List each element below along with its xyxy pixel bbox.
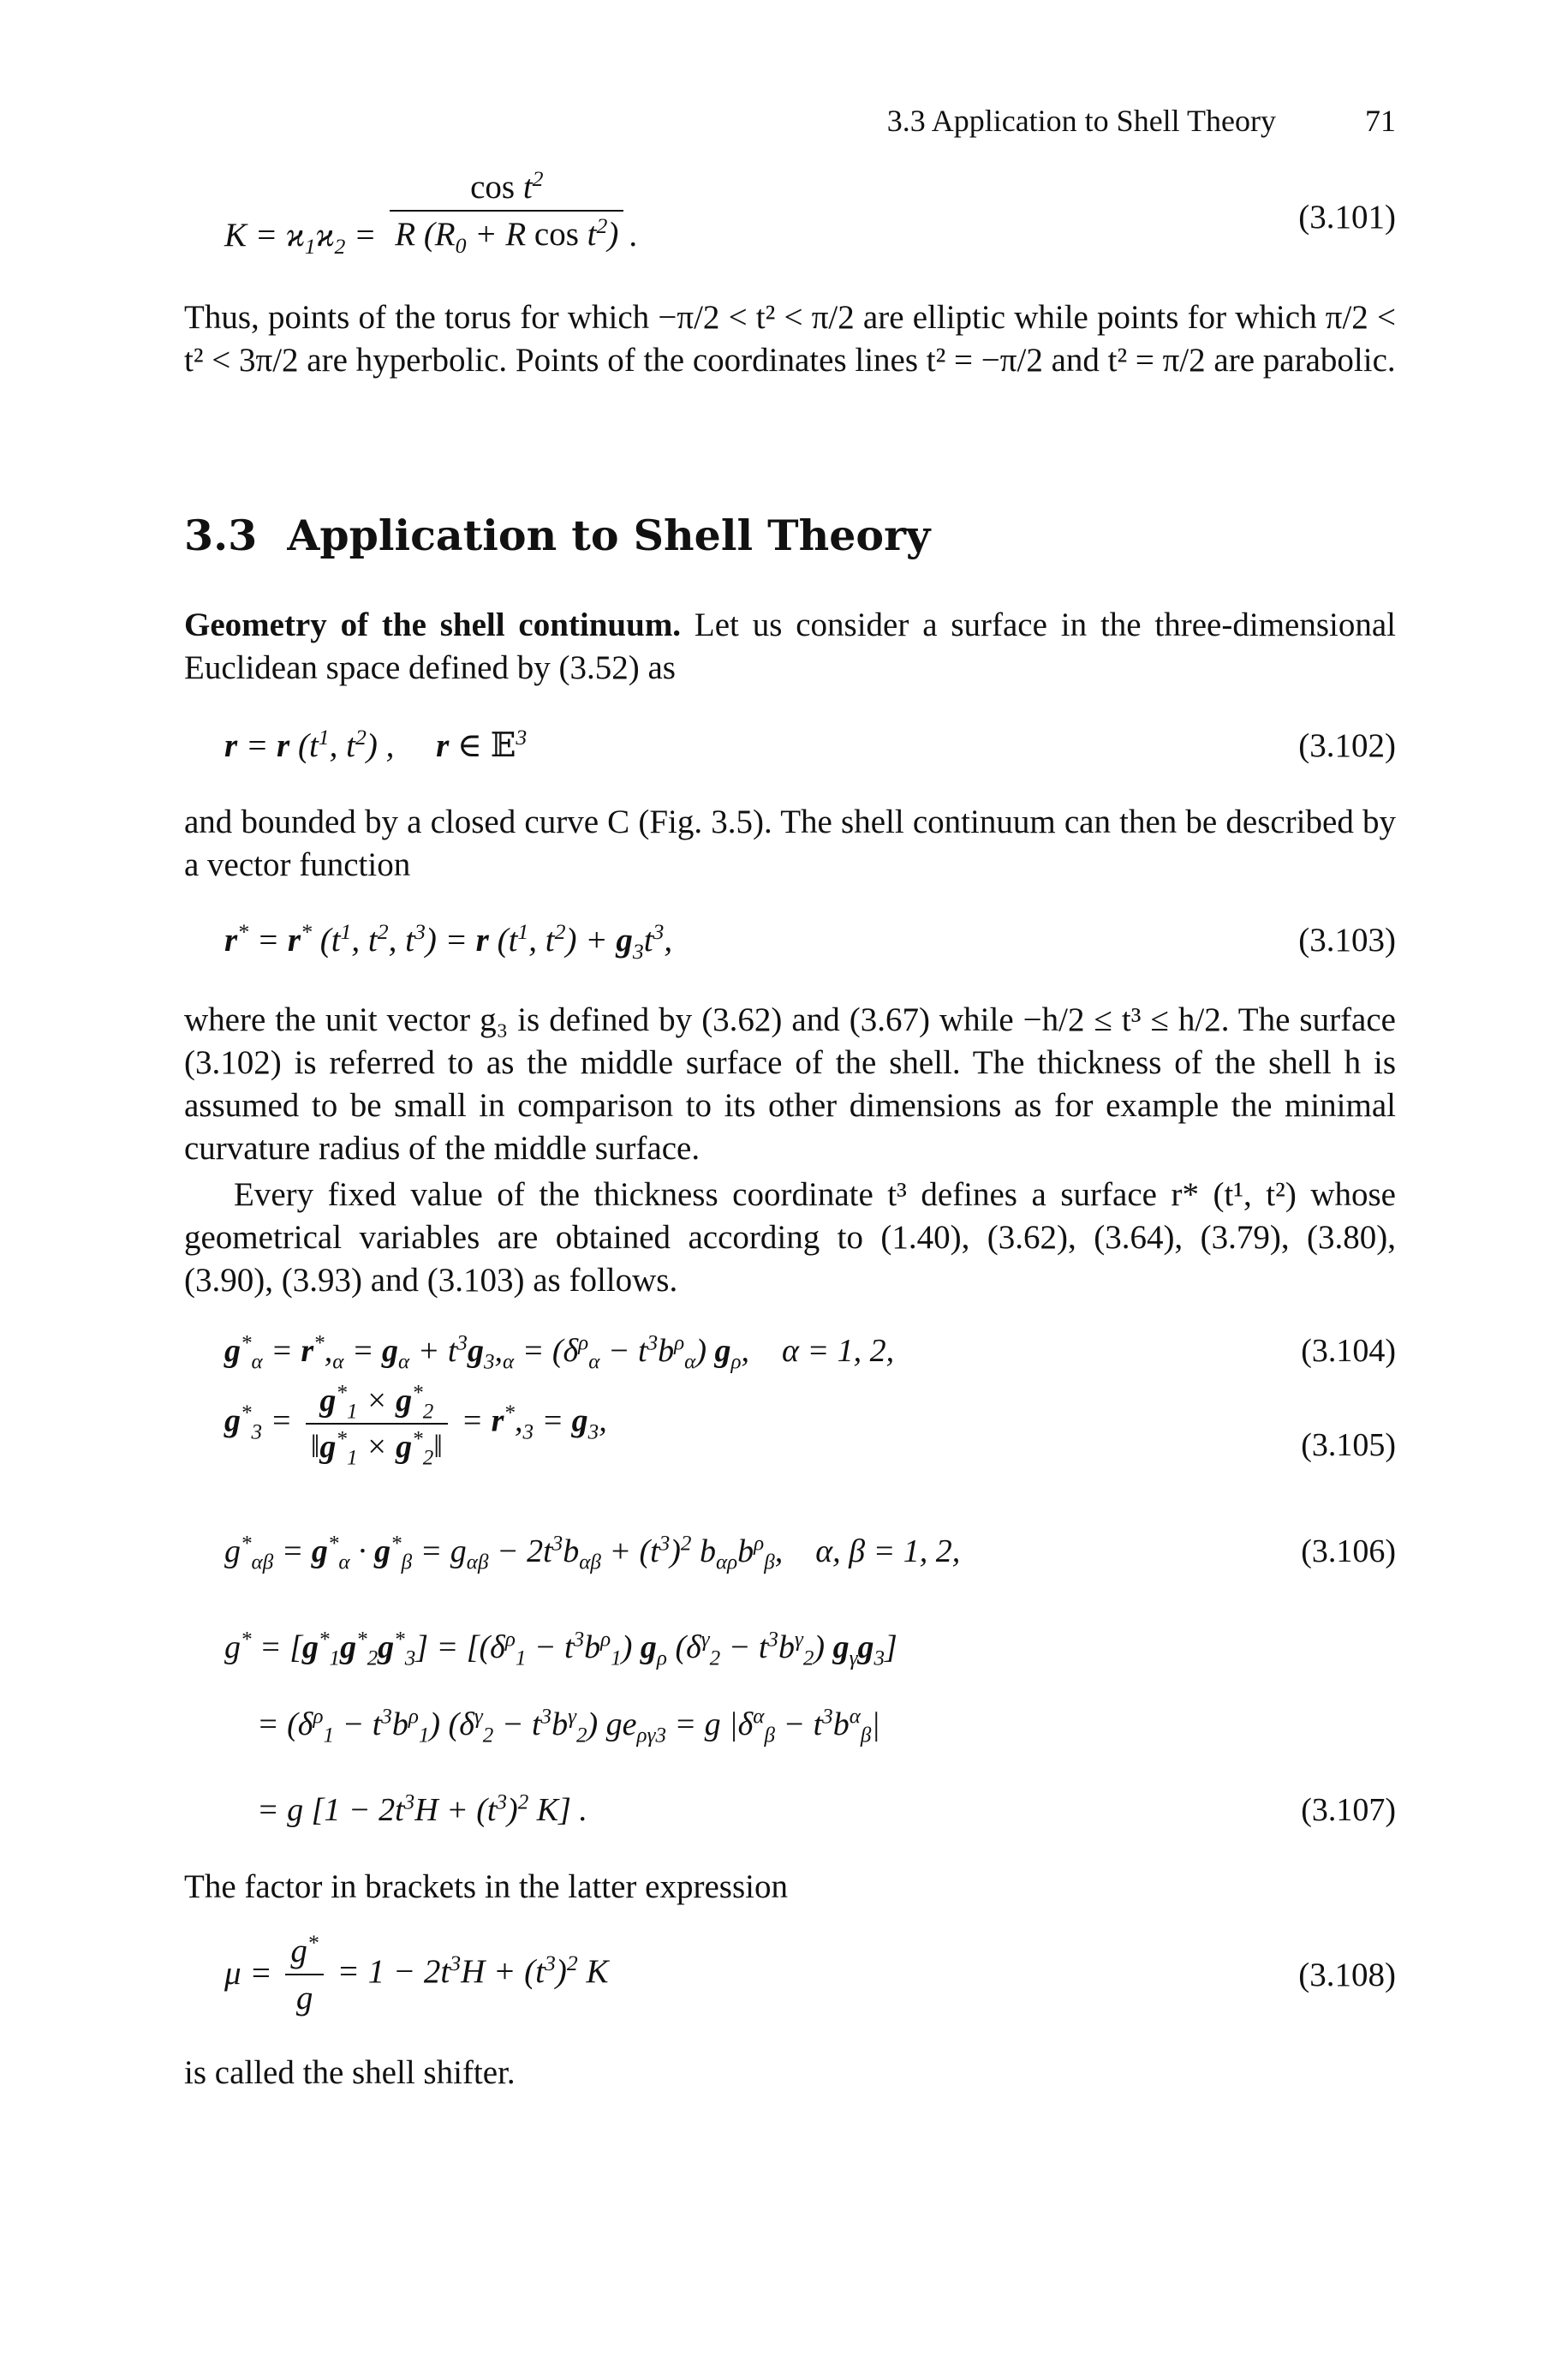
equation-body: r* = r* ($t^1$, $t^2$, $t^3) = r$ ($t^1$, $t^2) + g_3t^3$, [224, 919, 673, 964]
equation-number: (3.101) [1298, 199, 1396, 236]
paragraph-text: Let us consider a surface in the three-dimensional Euclidean space defined by (3.52) as [184, 606, 1396, 686]
section-heading [184, 511, 930, 560]
equation-number: (3.108) [1298, 1957, 1396, 1993]
paragraph-geometry-intro [184, 604, 1396, 690]
equation-number: (3.106) [1301, 1533, 1396, 1569]
paragraph-torus-points: Thus, points of the torus for which −π/2 < t² < π/2 are elliptic while points for which π/2 < t² < 3π/2 are hyperbolic. Points of the coordinates lines t² = −π/2 and t² = π/2 are parabolic. [184, 299, 1396, 379]
equation-3-107-line-3: = g [$1 - 2t^3H + (t^3)^2$ K] . [224, 1790, 587, 1828]
section-number: 3.3 [184, 511, 258, 560]
paragraph-closed-curve: and bounded by a closed curve C (Fig. 3.5). The shell continuum can then be described by a vector function [184, 804, 1396, 883]
equation-3-108 [224, 1932, 1396, 2026]
equation-number: (3.107) [1301, 1792, 1396, 1828]
equation-3-107-line-2: = $(\delta^\rho_1 - t^3b^\rho_1) (\delta^\gamma_2 - t^3b^\gamma_2) ge_{\rho\gamma 3} = g$ $|\delta^\alpha_\beta - t^3b^\alpha_\beta|$ [224, 1705, 880, 1748]
paragraph-unit-vector: where the unit vector g₃ is defined by (3.62) and (3.67) while −h/2 ≤ t³ ≤ h/2. The surface (3.102) is referred to as the middle surface of the shell. The thickness of the shell h is assumed to be small in comparison to its other dimensions as for example the minimal curvature radius of the middle surface. [184, 1001, 1396, 1167]
paragraph-shell-shifter: is called the shell shifter. [184, 2054, 516, 2091]
paragraph-thickness-coordinate: Every fixed value of the thickness coordinate t³ defines a surface r* (t¹, t²) whose geometrical variables are obtained according to (1.40), (3.62), (3.64), (3.79), (3.80), (3.90), (3.93) and (3.103) as follows. [184, 1176, 1396, 1299]
equation-number: (3.104) [1301, 1333, 1396, 1369]
paragraph-factor-in-brackets: The factor in brackets in the latter expression [184, 1868, 788, 1905]
equation-3-102 [224, 726, 1396, 774]
equation-3-104-body: $g^*_\alpha = r^*,_\alpha = g_\alpha + t^3g_3,_\alpha = (\delta^\rho_\alpha - t^3b^\rho_\alpha)$ $g_\rho$, α = 1, 2, [224, 1331, 895, 1374]
equation-body: r = r ($t^1$, $t^2$) , r ∈ 𝔼$^3$ [224, 725, 528, 764]
page-number: 71 [1365, 104, 1396, 138]
running-head: 3.3 Application to Shell Theory [886, 104, 1276, 138]
equation-body: μ = $\frac{g^*}{g}$ = $1 - 2t^3H + (t^3)^2$ K [224, 1930, 609, 2017]
section-title: Application to Shell Theory [287, 511, 931, 560]
equation-3-103 [224, 921, 1396, 968]
equation-3-101 [224, 166, 1396, 264]
equation-3-107-line-1: $g^* = [g^*_1g^*_2g^*_3] = [(\delta^\rho_1 - t^3b^\rho_1)$ $g_\rho$ $(\delta^\gamma_2 - t^3b^\gamma_2)$ $g_\gamma g_3$] [224, 1628, 897, 1670]
equation-number: (3.103) [1298, 922, 1396, 959]
page-header [184, 103, 1396, 146]
equation-group-3-104-3-107 [224, 1332, 1396, 1837]
equation-number: (3.102) [1298, 727, 1396, 764]
equation-body: $K = ϰ_1ϰ_2$ = $\frac{\cos t^2}{R (R_0 + R \cos t^2)}$ . [224, 166, 638, 259]
equation-number: (3.105) [1301, 1427, 1396, 1463]
equation-3-105-body: $g^*_3$ = $\frac{g^*_1 \times g^*_2}{‖g^*_1 \times g^*_2‖}$ = $r^*,_3 = g_3$, [224, 1381, 607, 1470]
run-in-heading: Geometry of the shell continuum. [184, 606, 682, 643]
equation-3-106-body: $g^*_{\alpha\beta} = g^*_\alpha \cdot g^*_\beta = g_{\alpha\beta} - 2t^3b_{\alpha\beta} + (t^3)^2$ $b_{\alpha\rho}b^\rho_\beta$, α, β = 1, 2, [224, 1532, 961, 1574]
